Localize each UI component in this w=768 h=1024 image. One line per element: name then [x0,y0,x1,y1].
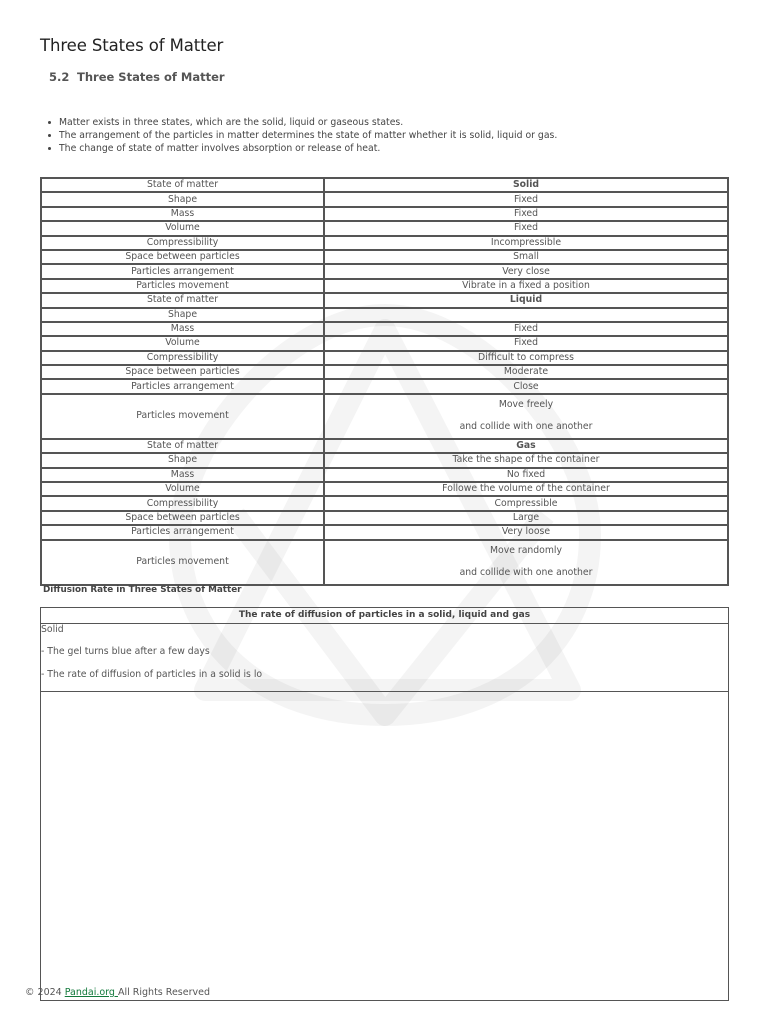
value-cell [324,308,728,322]
diffusion-table-header: The rate of diffusion of particles in a solid, liquid and gas [41,608,728,624]
diffusion-section-title: Diffusion Rate in Three States of Matter [43,585,242,595]
movement-line: Move randomly [489,545,563,557]
property-cell: State of matter [41,178,324,192]
state-name-cell: Gas [324,439,728,453]
table-row [41,439,728,453]
value-cell [324,394,728,439]
table-row [41,468,728,482]
footer-rights: All Rights Reserved [117,987,210,998]
value-cell: Vibrate in a fixed a position [324,279,728,293]
table-row [41,308,728,322]
value-cell: Very loose [324,525,728,539]
diffusion-line: Solid [41,624,64,635]
table-row [41,250,728,264]
property-cell: Mass [41,207,324,221]
footer [25,987,210,998]
property-cell: Volume [41,482,324,496]
property-cell: Volume [41,336,324,350]
property-cell: Mass [41,322,324,336]
value-cell: Fixed [324,207,728,221]
property-cell: Particles arrangement [41,264,324,278]
movement-line: and collide with one another [459,567,593,579]
property-cell: Shape [41,192,324,206]
value-cell [324,540,728,585]
property-cell: Mass [41,468,324,482]
section-heading [49,70,225,84]
table-row [41,525,728,539]
movement-line: and collide with one another [459,421,593,433]
value-cell: Moderate [324,365,728,379]
property-cell: Compressibility [41,496,324,510]
property-cell: Particles arrangement [41,379,324,393]
value-cell: Very close [324,264,728,278]
value-cell: Compressible [324,496,728,510]
table-row [41,394,728,439]
value-cell: Fixed [324,322,728,336]
section-title: Three States of Matter [77,70,225,84]
property-cell: Volume [41,221,324,235]
table-row [41,207,728,221]
property-cell: Particles movement [41,279,324,293]
property-cell: Particles movement [41,540,324,585]
property-cell: State of matter [41,293,324,307]
diffusion-line: - The gel turns blue after a few days [41,646,210,658]
value-cell: Close [324,379,728,393]
value-cell: Incompressible [324,236,728,250]
table-row [41,365,728,379]
bullet-item: The arrangement of the particles in matter determines the state of matter whether it is solid, liquid or gas. [59,130,558,141]
page-title: Three States of Matter [40,36,224,55]
value-cell: Fixed [324,336,728,350]
state-name-cell: Liquid [324,293,728,307]
states-of-matter-table [40,177,729,586]
table-row [41,511,728,525]
footer-site-link[interactable]: Pandai.org [64,987,118,998]
section-number: 5.2 [49,70,70,84]
table-row [41,192,728,206]
table-row [41,236,728,250]
bullet-item: The change of state of matter involves absorption or release of heat. [59,142,557,155]
value-cell: Fixed [324,192,728,206]
diffusion-table-cell [41,624,728,692]
property-cell: Shape [41,453,324,467]
property-cell: Space between particles [41,365,324,379]
table-row [41,453,728,467]
property-cell: Particles arrangement [41,525,324,539]
movement-line: Move freely [498,399,554,411]
diffusion-line: - The rate of diffusion of particles in a solid is lo [41,668,263,680]
property-cell: Space between particles [41,250,324,264]
value-cell: Followe the volume of the container [324,482,728,496]
table-row [41,221,728,235]
table-row [41,540,728,585]
states-table-body [41,178,728,585]
property-cell: State of matter [41,439,324,453]
diffusion-rate-table [40,607,729,1001]
footer-copyright: © 2024 [25,987,65,998]
value-cell: Large [324,511,728,525]
table-row [41,379,728,393]
property-cell: Compressibility [41,236,324,250]
table-row [41,322,728,336]
table-row [41,482,728,496]
value-cell: No fixed [324,468,728,482]
value-cell: Small [324,250,728,264]
intro-bullet-list [59,116,557,155]
bullet-item: Matter exists in three states, which are the solid, liquid or gaseous states. [59,116,557,129]
table-row [41,279,728,293]
table-row [41,336,728,350]
value-cell: Take the shape of the container [324,453,728,467]
table-row [41,264,728,278]
table-row [41,351,728,365]
value-cell: Difficult to compress [324,351,728,365]
property-cell: Shape [41,308,324,322]
property-cell: Space between particles [41,511,324,525]
property-cell: Particles movement [41,394,324,439]
property-cell: Compressibility [41,351,324,365]
state-name-cell: Solid [324,178,728,192]
table-row [41,178,728,192]
table-row [41,293,728,307]
value-cell: Fixed [324,221,728,235]
table-row [41,496,728,510]
